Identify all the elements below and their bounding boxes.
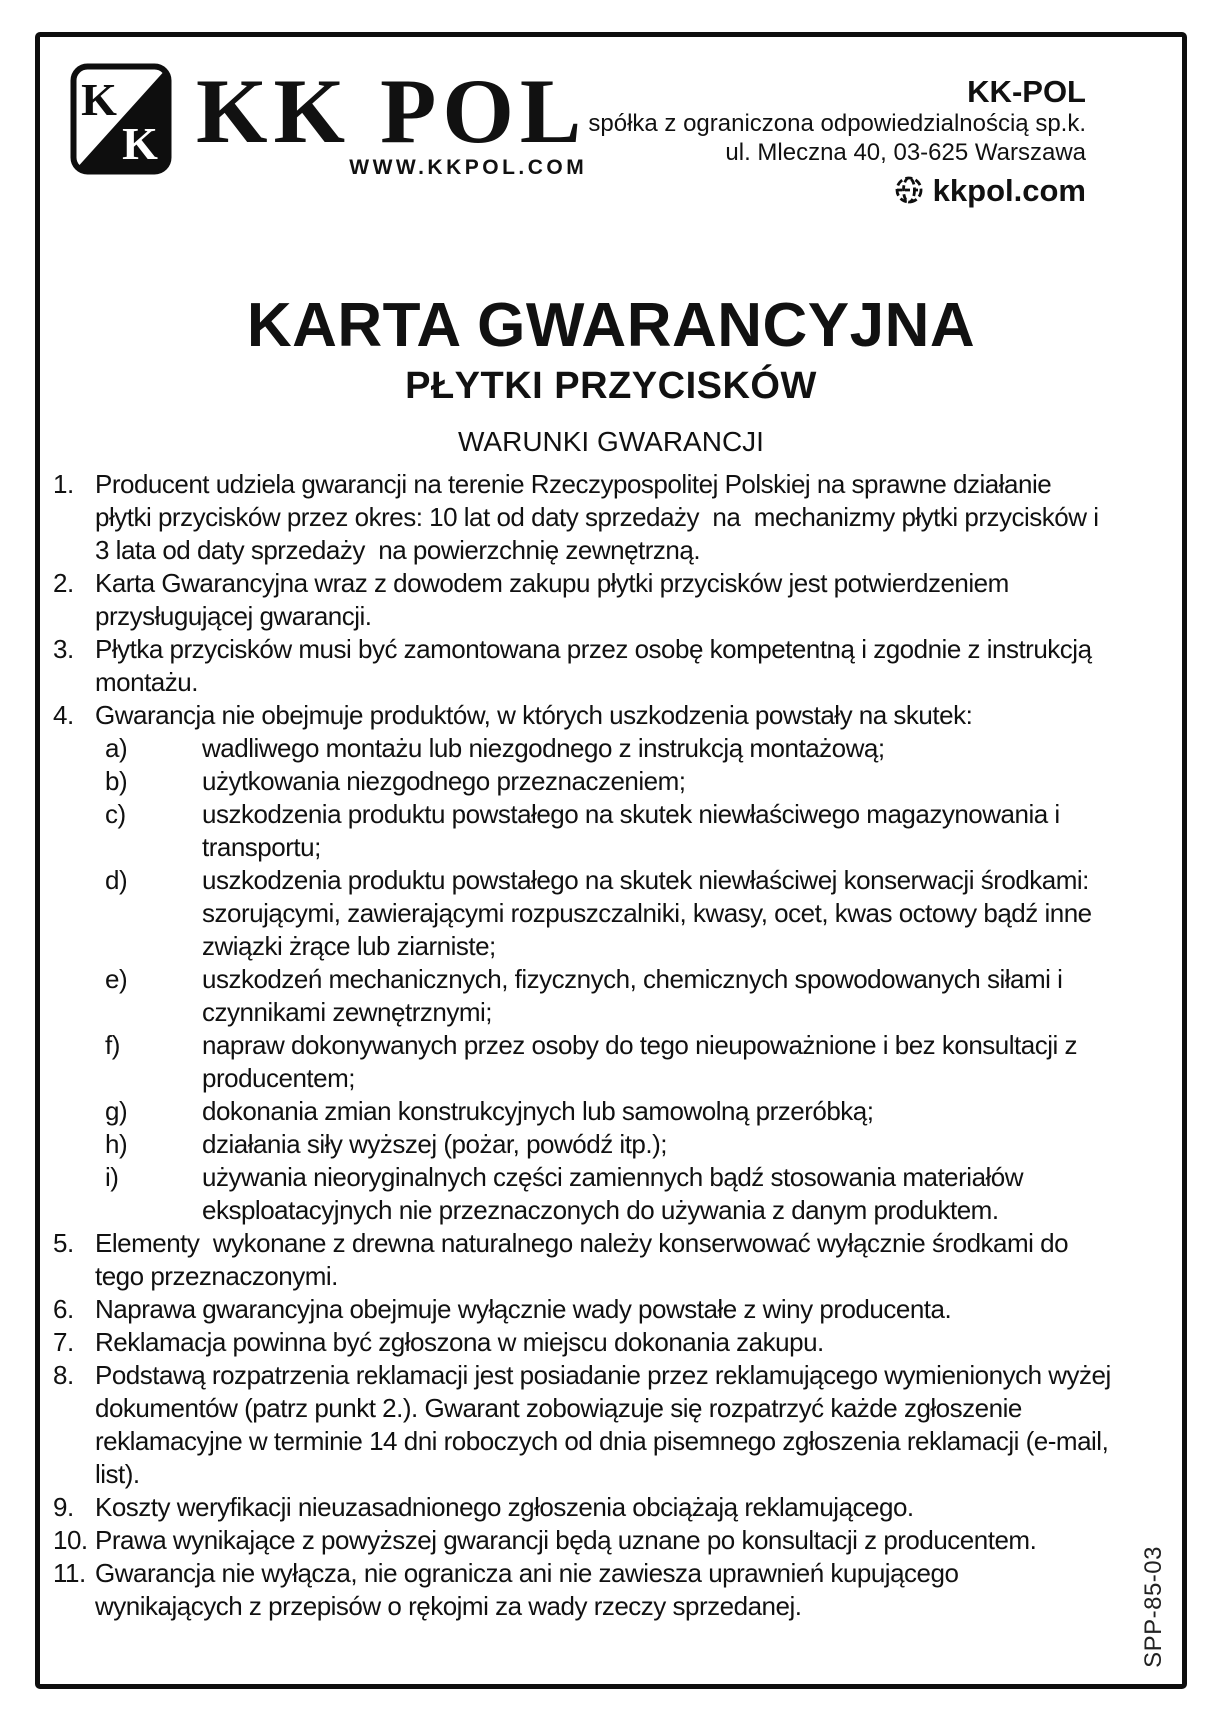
term-text: Podstawą rozpatrzenia reklamacji jest posiadanie przez reklamującego wymienionych wyżej dokumentów (patrz punkt 2.). Gwarant zobowiązuje się rozpatrzyć każde zgłoszenie reklamacyjne w terminie 14 dni roboczych od dnia pisemnego zgłoszenia reklamacji (e-mail, list). (95, 1359, 1118, 1489)
term-item-2 (53, 567, 1112, 633)
term-text: Producent udziela gwarancji na terenie Rzeczypospolitej Polskiej na sprawne działanie płytki przycisków przez okres: 10 lat od daty sprzedaży na mechanizmy płytki przycisków i 3 lata od daty sprzedaży na powierzchnię zewnętrzną. (95, 468, 1106, 565)
term-text: uszkodzenia produktu powstałego na skutek niewłaściwego magazynowania i transportu; (202, 798, 1067, 862)
logo-website: WWW.KKPOL.COM (349, 155, 588, 179)
term-item-11 (53, 1557, 1112, 1623)
term-text: uszkodzeń mechanicznych, fizycznych, chemicznych spowodowanych siłami i czynnikami zewnętrznymi; (202, 963, 1070, 1027)
term-number: 6. (53, 1293, 74, 1324)
term-number: 1. (53, 468, 74, 499)
term-text: Gwarancja nie obejmuje produktów, w których uszkodzenia powstały na skutek: (95, 699, 973, 730)
term-letter: c) (105, 798, 126, 829)
term-text: Reklamacja powinna być zgłoszona w miejscu dokonania zakupu. (95, 1326, 824, 1357)
term-item-4d (105, 864, 1112, 963)
term-text: Gwarancja nie wyłącza, nie ogranicza ani nie zawiesza uprawnień kupującego wynikających z przepisów o rękojmi za wady rzeczy sprzedanej. (95, 1557, 966, 1621)
term-number: 4. (53, 699, 74, 730)
globe-icon (894, 175, 924, 205)
term-item-4c (105, 798, 1112, 864)
term-letter: g) (105, 1095, 128, 1126)
logo-wordmark: KK POL (196, 60, 588, 162)
term-item-4 (53, 699, 1112, 732)
logo-wordmark-block (196, 60, 588, 180)
company-name: KK-POL (967, 74, 1086, 109)
term-text: uszkodzenia produktu powstałego na skutek niewłaściwej konserwacji środkami: szorującymi, zawierającymi rozpuszczalniki, kwasy, ocet, kwas octowy bądź inne związki żrące lub ziarniste; (202, 864, 1099, 961)
term-item-4g (105, 1095, 1112, 1128)
document-code: SPP-85-03 (1140, 1546, 1167, 1668)
page-subtitle: PŁYTKI PRZYCISKÓW (405, 364, 817, 407)
term-text: użytkowania niezgodnego przeznaczeniem; (202, 765, 686, 796)
term-text: działania siły wyższej (pożar, powódź itp.); (202, 1128, 667, 1159)
logo-letter-bottom: K (122, 118, 158, 169)
section-heading: WARUNKI GWARANCJI (458, 425, 764, 457)
term-text: Koszty weryfikacji nieuzasadnionego zgłoszenia obciążają reklamującego. (95, 1491, 914, 1522)
term-letter: d) (105, 864, 128, 895)
term-item-4b (105, 765, 1112, 798)
term-letter: a) (105, 732, 128, 763)
term-item-8 (53, 1359, 1118, 1491)
term-item-1 (53, 468, 1112, 567)
warranty-card-sheet (35, 32, 1187, 1689)
header (40, 37, 1182, 209)
term-number: 5. (53, 1227, 74, 1258)
term-text: Prawa wynikające z powyższej gwarancji będą uznane po konsultacji z producentem. (95, 1524, 1037, 1555)
term-item-3 (53, 633, 1112, 699)
logo-letter-top: K (81, 74, 117, 125)
kkpol-logo-mark-icon (70, 63, 172, 175)
term-number: 8. (53, 1359, 74, 1390)
term-item-9 (53, 1491, 1112, 1524)
term-item-4i (105, 1161, 1112, 1227)
term-item-4a (105, 732, 1112, 765)
term-text: Karta Gwarancyjna wraz z dowodem zakupu płytki przycisków jest potwierdzeniem przysługującej gwarancji. (95, 567, 1016, 631)
term-text: napraw dokonywanych przez osoby do tego nieupoważnione i bez konsultacji z producentem; (202, 1029, 1084, 1093)
term-number: 2. (53, 567, 74, 598)
term-item-7 (53, 1326, 1112, 1359)
term-item-6 (53, 1293, 1112, 1326)
term-letter: h) (105, 1128, 128, 1159)
company-domain-row (588, 172, 1086, 209)
term-item-5 (53, 1227, 1112, 1293)
term-item-4f (105, 1029, 1112, 1095)
warranty-terms-list (53, 468, 1118, 1623)
company-info (588, 63, 1086, 209)
term-letter: i) (105, 1161, 119, 1192)
term-item-10 (53, 1524, 1112, 1557)
term-text: używania nieoryginalnych części zamiennych bądź stosowania materiałów eksploatacyjnych nie przeznaczonych do używania z danym produktem. (202, 1161, 1030, 1225)
company-domain: kkpol.com (932, 172, 1086, 208)
term-text: wadliwego montażu lub niezgodnego z instrukcją montażową; (202, 732, 885, 763)
term-text: Płytka przycisków musi być zamontowana przez osobę kompetentną i zgodnie z instrukcją montażu. (95, 633, 1099, 697)
term-item-4h (105, 1128, 1112, 1161)
term-number: 9. (53, 1491, 74, 1522)
company-address: ul. Mleczna 40, 03-625 Warszawa (725, 138, 1086, 166)
term-letter: f) (105, 1029, 120, 1060)
term-number: 3. (53, 633, 74, 664)
term-number: 10. (53, 1524, 88, 1555)
kkpol-logo (70, 60, 588, 180)
term-text: Elementy wykonane z drewna naturalnego należy konserwować wyłącznie środkami do tego przeznaczonymi. (95, 1227, 1075, 1291)
term-item-4e (105, 963, 1112, 1029)
company-legal-form: spółka z ograniczona odpowiedzialnością sp.k. (588, 110, 1086, 138)
term-text: Naprawa gwarancyjna obejmuje wyłącznie wady powstałe z winy producenta. (95, 1293, 952, 1324)
term-text: dokonania zmian konstrukcyjnych lub samowolną przeróbką; (202, 1095, 874, 1126)
term-letter: b) (105, 765, 128, 796)
term-number: 11. (53, 1557, 86, 1588)
term-number: 7. (53, 1326, 74, 1357)
term-letter: e) (105, 963, 128, 994)
page-title: KARTA GWARANCYJNA (246, 290, 976, 360)
